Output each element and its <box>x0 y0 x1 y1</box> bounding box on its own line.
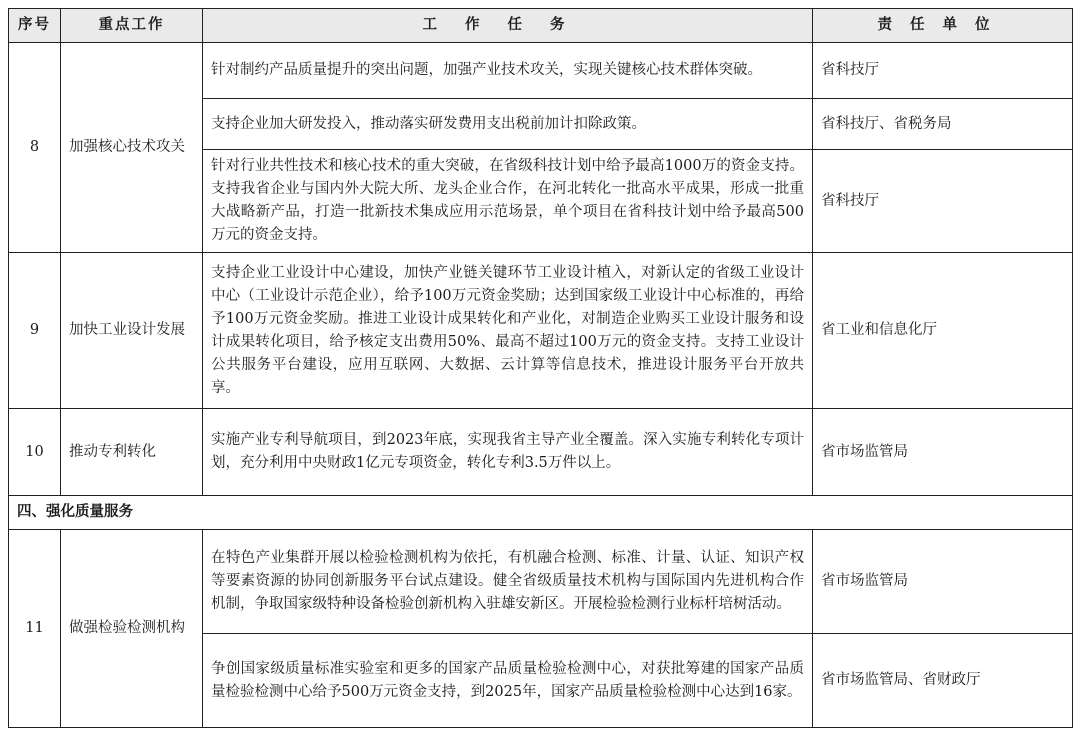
table-header-row <box>9 9 1073 43</box>
seq-cell: 8 <box>9 43 61 253</box>
key-work-cell: 推动专利转化 <box>61 409 203 496</box>
unit-cell: 省科技厅 <box>813 43 1073 99</box>
header-key-work: 重点工作 <box>61 9 203 43</box>
task-cell: 在特色产业集群开展以检验检测机构为依托，有机融合检测、标准、计量、认证、知识产权等要素资源的协同创新服务平台试点建设。健全省级质量技术机构与国际国内先进机构合作机制，争取国家级特种设备检验创新机构入驻雄安新区。开展检验检测行业标杆培树活动。 <box>203 530 813 634</box>
task-cell: 针对行业共性技术和核心技术的重大突破，在省级科技计划中给予最高1000万的资金支持。支持我省企业与国内外大院大所、龙头企业合作，在河北转化一批高水平成果，形成一批重大战略新产品，打造一批新技术集成应用示范场景，单个项目在省科技计划中给予最高500万元的资金支持。 <box>203 150 813 253</box>
task-cell: 支持企业加大研发投入，推动落实研发费用支出税前加计扣除政策。 <box>203 99 813 150</box>
unit-cell: 省市场监管局、省财政厅 <box>813 634 1073 728</box>
unit-cell: 省工业和信息化厅 <box>813 253 1073 409</box>
table-row <box>9 43 1073 99</box>
key-work-cell: 做强检验检测机构 <box>61 530 203 728</box>
task-cell: 支持企业工业设计中心建设，加快产业链关键环节工业设计植入，对新认定的省级工业设计中心（工业设计示范企业），给予100万元资金奖励；达到国家级工业设计中心标准的，再给予100万元资金奖励。推进工业设计成果转化和产业化，对制造企业购买工业设计服务和设计成果转化项目，给予核定支出费用50%、最高不超过100万元的资金支持。支持工业设计公共服务平台建设，应用互联网、大数据、云计算等信息技术，推进设计服务平台开放共享。 <box>203 253 813 409</box>
header-responsible-unit: 责任单位 <box>813 9 1073 43</box>
unit-cell: 省科技厅 <box>813 150 1073 253</box>
header-seq: 序号 <box>9 9 61 43</box>
table-row <box>9 253 1073 409</box>
section-title: 四、强化质量服务 <box>9 496 1073 530</box>
section-row <box>9 496 1073 530</box>
task-cell: 针对制约产品质量提升的突出问题，加强产业技术攻关，实现关键核心技术群体突破。 <box>203 43 813 99</box>
seq-cell: 9 <box>9 253 61 409</box>
unit-cell: 省市场监管局 <box>813 530 1073 634</box>
seq-cell: 11 <box>9 530 61 728</box>
task-cell: 实施产业专利导航项目，到2023年底，实现我省主导产业全覆盖。深入实施专利转化专项计划，充分利用中央财政1亿元专项资金，转化专利3.5万件以上。 <box>203 409 813 496</box>
header-tasks: 工作任务 <box>203 9 813 43</box>
key-work-cell: 加强核心技术攻关 <box>61 43 203 253</box>
seq-cell: 10 <box>9 409 61 496</box>
table-row <box>9 409 1073 496</box>
table-row <box>9 530 1073 634</box>
task-cell: 争创国家级质量标准实验室和更多的国家产品质量检验检测中心，对获批筹建的国家产品质量检验检测中心给予500万元资金支持，到2025年，国家产品质量检验检测中心达到16家。 <box>203 634 813 728</box>
tasks-table <box>8 8 1073 728</box>
key-work-cell: 加快工业设计发展 <box>61 253 203 409</box>
unit-cell: 省市场监管局 <box>813 409 1073 496</box>
unit-cell: 省科技厅、省税务局 <box>813 99 1073 150</box>
